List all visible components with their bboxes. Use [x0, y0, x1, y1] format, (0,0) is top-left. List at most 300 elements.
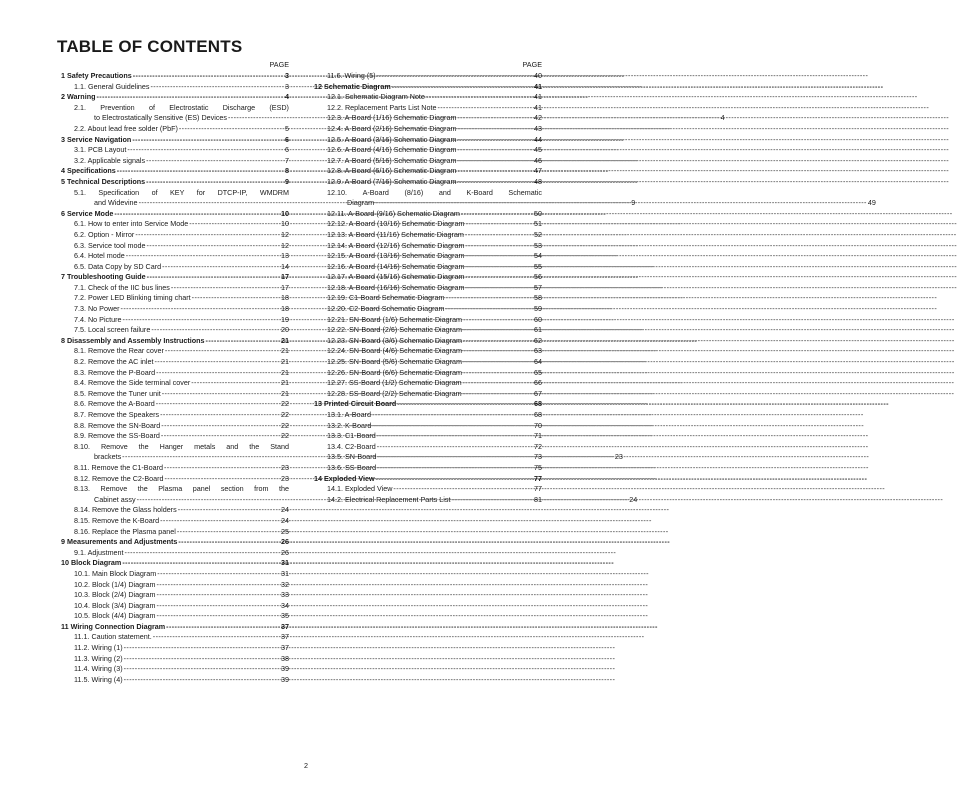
toc-entry[interactable]	[57, 262, 289, 273]
toc-column-right	[310, 58, 876, 505]
toc-entry-title-continued: Cabinet assy	[94, 494, 136, 504]
toc-entry-title: 1 Safety Precautions	[61, 71, 132, 80]
dot-leader	[178, 505, 280, 516]
toc-entry-page: 42	[534, 113, 542, 123]
dot-leader	[146, 156, 284, 167]
toc-entry[interactable]	[57, 315, 289, 326]
toc-entry-title: 8.2. Remove the AC inlet	[74, 357, 154, 367]
dot-leader	[375, 198, 867, 209]
toc-entry[interactable]	[57, 421, 289, 432]
toc-entry-page: 45	[534, 145, 542, 155]
dot-leader	[377, 442, 533, 453]
toc-entry[interactable]	[57, 611, 289, 622]
toc-entry-title: 12.1. Schematic Diagram Note	[327, 92, 425, 102]
dot-leader	[171, 283, 280, 294]
toc-entry-title: 1.1. General Guidelines	[74, 81, 150, 91]
toc-entry-page: 46	[534, 155, 542, 165]
toc-entry-page: 41	[534, 102, 542, 112]
toc-entry-page: 43	[534, 123, 542, 133]
toc-entry[interactable]	[57, 304, 289, 315]
toc-entry-title: 7 Troubleshooting Guide	[61, 272, 146, 282]
toc-entry-page: 23	[281, 473, 289, 483]
toc-entry[interactable]	[310, 346, 542, 357]
dot-leader	[465, 283, 533, 294]
toc-entry-title: 12.6. A-Board (4/16) Schematic Diagram	[327, 145, 457, 155]
toc-entry-page: 24	[629, 494, 638, 504]
toc-entry-title: 12.18. A-Board (16/16) Schematic Diagram	[327, 282, 465, 292]
toc-entry-page: 70	[534, 420, 542, 430]
toc-entry-page: 22	[281, 410, 289, 419]
dot-leader	[465, 272, 533, 283]
dot-leader	[179, 124, 284, 135]
toc-entry-page: 12	[281, 240, 289, 250]
dot-leader	[463, 378, 533, 389]
toc-entry[interactable]	[57, 293, 289, 304]
dot-leader	[451, 495, 533, 506]
toc-entry[interactable]	[57, 241, 289, 252]
toc-entry-page: 4	[720, 113, 725, 123]
toc-entry-page: 77	[534, 473, 542, 483]
toc-entry-title: 10.1. Main Block Diagram	[74, 568, 157, 578]
toc-entry[interactable]	[57, 580, 289, 591]
toc-entry-page: 77	[534, 484, 542, 494]
page-column-header: PAGE	[269, 60, 289, 69]
dot-leader	[392, 82, 533, 93]
toc-entry-page: 5	[285, 123, 289, 133]
toc-section[interactable]	[57, 558, 289, 569]
toc-entry[interactable]	[57, 357, 289, 368]
dot-leader	[192, 293, 280, 304]
toc-entry-page: 26	[281, 537, 289, 547]
toc-entry-page: 31	[281, 568, 289, 578]
dot-leader	[157, 611, 281, 622]
toc-entry[interactable]	[310, 495, 542, 506]
toc-entry-page: 26	[281, 547, 289, 557]
toc-entry-page: 37	[281, 632, 289, 642]
toc-entry[interactable]	[57, 505, 289, 516]
toc-entry[interactable]	[57, 601, 289, 612]
toc-entry-title: 12.11. A-Board (9/16) Schematic Diagram	[327, 208, 460, 218]
toc-entry-title: 6 Service Mode	[61, 208, 114, 218]
toc-entry-page: 51	[534, 219, 542, 229]
toc-entry-title: 8.8. Remove the SN-Board	[74, 420, 161, 430]
toc-entry[interactable]	[310, 431, 542, 442]
toc-entry[interactable]	[310, 283, 542, 294]
toc-entry-title: 13.5. SN-Board	[327, 452, 377, 462]
toc-entry-title: 12.21. SN-Board (1/6) Schematic Diagram	[327, 314, 463, 324]
toc-entry-page: 3	[285, 71, 289, 80]
toc-entry[interactable]	[310, 113, 542, 124]
toc-section[interactable]	[57, 166, 289, 177]
toc-entry-page: 19	[281, 314, 289, 324]
toc-entry[interactable]	[57, 399, 289, 410]
toc-entry[interactable]	[57, 548, 289, 559]
toc-entry-page: 53	[534, 240, 542, 250]
toc-entry[interactable]	[57, 569, 289, 580]
dot-leader	[465, 219, 533, 230]
dot-leader	[463, 368, 533, 379]
toc-entry-title: 12.2. Replacement Parts List Note	[327, 102, 437, 112]
toc-entry-title: 5.1. Specification of KEY for DTCP-IP, WMDRM	[74, 187, 289, 197]
dot-leader	[461, 209, 533, 220]
toc-entry[interactable]	[310, 293, 542, 304]
dot-leader	[126, 251, 280, 262]
dot-leader	[147, 241, 280, 252]
toc-entry-title: 12.24. SN-Board (4/6) Schematic Diagram	[327, 346, 463, 356]
dot-leader	[153, 632, 280, 643]
toc-entry-page: 39	[281, 664, 289, 674]
dot-leader	[465, 251, 533, 262]
dot-leader	[457, 124, 533, 135]
toc-entry-page: 18	[281, 293, 289, 303]
toc-entry-page: 44	[534, 134, 542, 144]
toc-entry[interactable]	[57, 431, 289, 442]
toc-entry-title: 13 Printed Circuit Board	[314, 399, 397, 409]
dot-leader	[125, 548, 280, 559]
toc-entry-title: 6.3. Service tool mode	[74, 240, 146, 250]
dot-leader	[165, 474, 281, 485]
toc-entry-title: 2.1. Prevention of Electrostatic Discharge (ESD)	[74, 102, 289, 112]
toc-entry-page: 10	[281, 208, 289, 218]
toc-entry[interactable]	[310, 368, 542, 379]
dot-leader	[463, 315, 533, 326]
toc-entry-page: 21	[281, 367, 289, 377]
dot-leader	[160, 516, 280, 527]
toc-entry-title: 12.20. C2-Board Schematic Diagram	[327, 304, 445, 314]
toc-entry[interactable]	[310, 241, 542, 252]
toc-entry-title: 11.3. Wiring (2)	[74, 653, 123, 663]
toc-entry[interactable]	[57, 346, 289, 357]
toc-entry-title: 12.15. A-Board (13/16) Schematic Diagram	[327, 251, 465, 261]
toc-entry-title: 8.7. Remove the Speakers	[74, 410, 160, 419]
toc-entry[interactable]	[57, 251, 289, 262]
toc-entry[interactable]	[57, 463, 289, 474]
dot-leader	[127, 145, 284, 156]
toc-entry[interactable]	[310, 103, 542, 114]
toc-entry[interactable]	[310, 145, 542, 156]
toc-entry-title-continued: Diagram	[347, 198, 375, 208]
toc-entry-title: 13.3. C1-Board	[327, 431, 376, 441]
toc-entry[interactable]	[310, 315, 542, 326]
toc-entry-title: 7.1. Check of the IIC bus lines	[74, 282, 170, 292]
toc-entry-title: 2 Warning	[61, 92, 96, 102]
toc-entry[interactable]	[310, 272, 542, 283]
toc-entry[interactable]	[310, 135, 542, 146]
toc-entry[interactable]	[310, 209, 542, 220]
dot-leader	[161, 431, 280, 442]
toc-entry[interactable]	[310, 219, 542, 230]
toc-section[interactable]	[57, 71, 289, 82]
toc-entry-title: 10.2. Block (1/4) Diagram	[74, 579, 156, 589]
toc-entry-title: 8.16. Replace the Plasma panel	[74, 526, 176, 536]
toc-entry-page: 12	[281, 229, 289, 239]
toc-entry[interactable]	[57, 378, 289, 389]
toc-entry-title: 8.4. Remove the Side terminal cover	[74, 378, 191, 388]
toc-entry-page: 24	[281, 505, 289, 515]
toc-entry[interactable]	[310, 484, 542, 495]
toc-entry-page: 56	[534, 272, 542, 282]
toc-entry-page: 3	[285, 81, 289, 91]
toc-entry-page: 21	[281, 378, 289, 388]
toc-section[interactable]	[310, 474, 542, 485]
toc-entry-title: 10.3. Block (2/4) Diagram	[74, 590, 156, 600]
dot-leader	[157, 601, 281, 612]
toc-entry-page: 24	[281, 515, 289, 525]
toc-entry[interactable]	[57, 368, 289, 379]
dot-leader	[166, 622, 280, 633]
toc-entry-page: 38	[281, 653, 289, 663]
toc-entry-title: 12.28. SS-Board (2/2) Schematic Diagram	[327, 388, 462, 398]
toc-entry-page: 68	[534, 410, 542, 419]
toc-entry-title: 10 Block Diagram	[61, 558, 122, 568]
dot-leader	[206, 336, 280, 347]
toc-section[interactable]	[57, 92, 289, 103]
toc-entry[interactable]	[310, 378, 542, 389]
toc-entry-page: 57	[534, 282, 542, 292]
toc-entry-title: 12 Schematic Diagram	[314, 81, 391, 91]
toc-entry[interactable]	[310, 421, 542, 432]
toc-entry-title: 10.4. Block (3/4) Diagram	[74, 600, 156, 610]
dot-leader	[165, 346, 280, 357]
toc-entry-page: 52	[534, 229, 542, 239]
toc-entry-page: 61	[534, 325, 542, 335]
toc-entry[interactable]	[57, 632, 289, 643]
dot-leader	[162, 262, 280, 273]
toc-entry-page: 21	[281, 388, 289, 398]
toc-entry-page: 62	[534, 335, 542, 345]
toc-entry[interactable]	[310, 336, 542, 347]
dot-leader	[463, 357, 533, 368]
toc-entry-title: 12.10. A-Board (8/16) and K-Board Schematic	[327, 187, 542, 197]
toc-entry[interactable]	[57, 410, 289, 421]
toc-entry[interactable]	[310, 187, 876, 209]
toc-entry-page: 33	[281, 590, 289, 600]
toc-entry-page: 31	[281, 558, 289, 568]
toc-entry-title: 7.4. No Picture	[74, 314, 122, 324]
toc-entry[interactable]	[57, 145, 289, 156]
dot-leader	[177, 527, 280, 538]
dot-leader	[146, 177, 284, 188]
toc-entry-title: 8.9. Remove the SS-Board	[74, 431, 160, 441]
toc-entry[interactable]	[310, 357, 542, 368]
toc-entry-page: 9	[285, 176, 289, 186]
toc-entry-title: 12.19. C1-Board Schematic Diagram	[327, 293, 445, 303]
toc-entry[interactable]	[310, 452, 542, 463]
toc-entry-title: 9.1. Adjustment	[74, 547, 124, 557]
toc-entry[interactable]	[310, 166, 542, 177]
toc-entry-title: 8.1. Remove the Rear cover	[74, 346, 164, 356]
toc-entry[interactable]	[57, 527, 289, 538]
toc-entry-page: 6	[285, 145, 289, 155]
toc-entry-title: 8.13. Remove the Plasma panel section from the	[74, 484, 289, 494]
toc-entry-page: 22	[281, 431, 289, 441]
toc-entry[interactable]	[310, 156, 542, 167]
toc-entry-page: 40	[534, 71, 542, 80]
toc-entry-title: 7.5. Local screen failure	[74, 325, 151, 335]
dot-leader	[465, 230, 533, 241]
toc-section[interactable]	[57, 209, 289, 220]
toc-entry-title: 2.2. About lead free solder (PbF)	[74, 123, 178, 133]
toc-entry-title: 12.7. A-Board (5/16) Schematic Diagram	[327, 155, 457, 165]
toc-entry-page: 35	[281, 611, 289, 621]
toc-entry[interactable]	[310, 92, 542, 103]
toc-entry[interactable]	[57, 474, 289, 485]
dot-leader	[164, 463, 280, 474]
toc-section[interactable]	[310, 82, 542, 93]
dot-leader	[463, 346, 533, 357]
toc-entry[interactable]	[310, 410, 542, 421]
dot-leader	[151, 325, 280, 336]
toc-entry[interactable]	[310, 262, 542, 273]
toc-entry-title: 8.10. Remove the Hanger metals and the Stand	[74, 441, 289, 451]
toc-entry[interactable]	[310, 71, 542, 82]
toc-section[interactable]	[57, 622, 289, 633]
dot-leader	[157, 590, 281, 601]
toc-entry-page: 75	[534, 462, 542, 472]
toc-entry-page: 7	[285, 155, 289, 165]
dot-leader	[463, 389, 533, 400]
toc-entry-title: 12.13. A-Board (11/16) Schematic Diagram	[327, 229, 464, 239]
toc-entry-page: 50	[534, 208, 542, 218]
toc-entry-page: 17	[281, 272, 289, 282]
dot-leader	[147, 272, 280, 283]
dot-leader	[397, 399, 533, 410]
dot-leader	[372, 410, 533, 421]
toc-entry-page: 59	[534, 304, 542, 314]
toc-entry-page: 10	[281, 219, 289, 229]
toc-entry-title: 14 Exploded View	[314, 473, 375, 483]
dot-leader	[465, 241, 533, 252]
toc-entry-title: 11.2. Wiring (1)	[74, 643, 123, 653]
toc-entry[interactable]	[57, 664, 289, 675]
toc-entry-page: 9	[631, 198, 636, 208]
toc-entry-title: 12.9. A-Board (7/16) Schematic Diagram	[327, 176, 457, 186]
toc-entry-title: 3.2. Applicable signals	[74, 155, 146, 165]
dot-leader	[162, 389, 280, 400]
dot-leader	[457, 177, 533, 188]
toc-entry[interactable]	[57, 654, 289, 665]
dot-leader	[437, 103, 533, 114]
toc-section[interactable]	[57, 177, 289, 188]
toc-entry[interactable]	[310, 325, 542, 336]
toc-entry-title: 6.4. Hotel mode	[74, 251, 125, 261]
toc-entry[interactable]	[57, 230, 289, 241]
toc-entry-page: 71	[534, 431, 542, 441]
toc-entry[interactable]	[310, 463, 542, 474]
toc-entry-page: 49	[867, 198, 876, 208]
dot-leader	[445, 293, 533, 304]
toc-entry-page: 73	[534, 452, 542, 462]
toc-entry[interactable]	[57, 156, 289, 167]
toc-entry-page: 37	[281, 643, 289, 653]
toc-entry-title: 12.3. A-Board (1/16) Schematic Diagram	[327, 113, 457, 123]
toc-entry-title: 12.27. SS-Board (1/2) Schematic Diagram	[327, 378, 462, 388]
toc-entry-page: 6	[285, 134, 289, 144]
toc-section[interactable]	[57, 135, 289, 146]
toc-entry-title: 11.4. Wiring (3)	[74, 664, 123, 674]
toc-section[interactable]	[310, 399, 542, 410]
toc-entry[interactable]	[57, 283, 289, 294]
toc-entry[interactable]	[310, 124, 542, 135]
toc-entry-title: 12.14. A-Board (12/16) Schematic Diagram	[327, 240, 465, 250]
page-number: 2	[304, 761, 308, 770]
dot-leader	[157, 580, 281, 591]
toc-entry-title: 8.3. Remove the P-Board	[74, 367, 156, 377]
toc-entry-title: 11 Wiring Connection Diagram	[61, 621, 166, 631]
toc-entry[interactable]	[57, 675, 289, 686]
toc-entry[interactable]	[310, 177, 542, 188]
toc-entry-title: 11.6. Wiring (5)	[327, 71, 376, 80]
toc-entry-title: 9 Measurements and Adjustments	[61, 537, 178, 547]
toc-entry-title: 5 Technical Descriptions	[61, 176, 146, 186]
toc-entry-title: 10.5. Block (4/4) Diagram	[74, 611, 156, 621]
dot-leader	[463, 325, 533, 336]
toc-entry-title: 8.6. Remove the A-Board	[74, 399, 155, 409]
dot-leader	[457, 145, 533, 156]
toc-entry-title: 13.4. C2-Board	[327, 441, 376, 451]
dot-leader	[124, 643, 280, 654]
toc-entry[interactable]	[310, 442, 542, 453]
toc-section[interactable]	[57, 537, 289, 548]
dot-leader	[157, 569, 280, 580]
toc-entry[interactable]	[310, 304, 542, 315]
toc-entry-page: 34	[281, 600, 289, 610]
toc-entry-title: 12.17. A-Board (15/16) Schematic Diagram	[327, 272, 465, 282]
dot-leader	[124, 675, 280, 686]
toc-entry[interactable]	[57, 516, 289, 527]
toc-entry[interactable]	[310, 251, 542, 262]
toc-entry-page: 68	[534, 399, 542, 409]
dot-leader	[117, 166, 284, 177]
toc-entry[interactable]	[57, 590, 289, 601]
dot-leader	[151, 82, 284, 93]
toc-section[interactable]	[57, 272, 289, 283]
toc-section[interactable]	[57, 336, 289, 347]
toc-entry-page: 32	[281, 579, 289, 589]
dot-leader	[161, 421, 280, 432]
toc-entry-title: 14.2. Electrical Replacement Parts List	[327, 494, 451, 504]
toc-entry-page: 21	[281, 346, 289, 356]
dot-leader	[189, 219, 280, 230]
toc-entry-page: 72	[534, 441, 542, 451]
toc-entry[interactable]	[57, 124, 289, 135]
toc-entry[interactable]	[57, 219, 289, 230]
toc-entry[interactable]	[57, 82, 289, 93]
toc-entry-title: 8 Disassembly and Assembly Instructions	[61, 335, 205, 345]
toc-entry-title: 12.5. A-Board (3/16) Schematic Diagram	[327, 134, 457, 144]
dot-leader	[377, 431, 533, 442]
toc-entry-title: 12.12. A-Board (10/16) Schematic Diagram	[327, 219, 465, 229]
toc-entry-title-continued: and Widevine	[94, 198, 138, 208]
toc-entry-page: 41	[534, 92, 542, 102]
toc-entry-title: 3 Service Navigation	[61, 134, 132, 144]
toc-entry-title: 6.5. Data Copy by SD Card	[74, 261, 162, 271]
dot-leader	[121, 304, 280, 315]
toc-entry-page: 18	[281, 304, 289, 314]
toc-entry[interactable]	[310, 230, 542, 241]
toc-entry-page: 64	[534, 357, 542, 367]
dot-leader	[122, 558, 280, 569]
toc-entry[interactable]	[57, 325, 289, 336]
dot-leader	[135, 230, 280, 241]
toc-entry[interactable]	[57, 643, 289, 654]
toc-entry-page: 8	[285, 166, 289, 176]
toc-entry[interactable]	[310, 389, 542, 400]
toc-entry[interactable]	[57, 389, 289, 400]
toc-entry-title: 11.1. Caution statement.	[74, 632, 152, 642]
dot-leader	[155, 357, 280, 368]
toc-entry-page: 23	[281, 462, 289, 472]
